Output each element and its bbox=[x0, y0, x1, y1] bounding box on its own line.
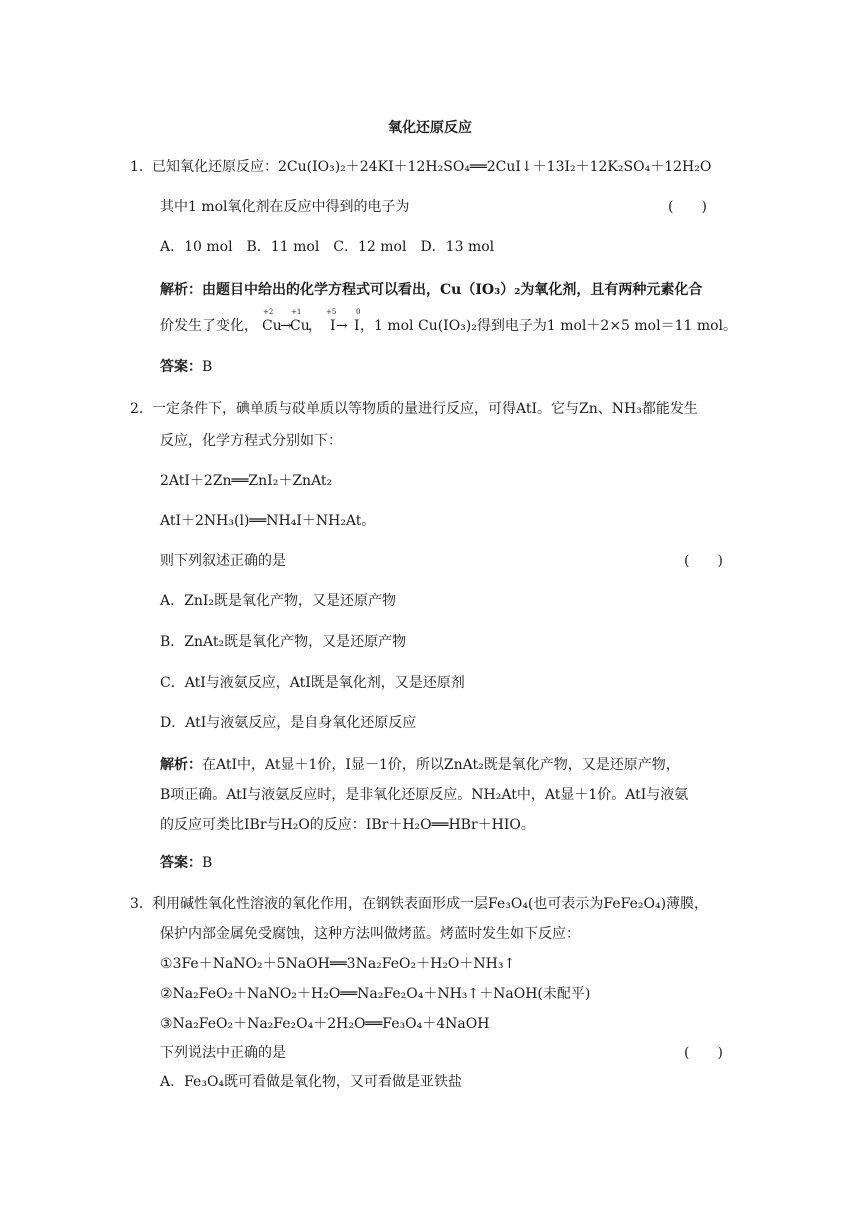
q2-answer bbox=[160, 853, 212, 873]
q1-arrow-2: → bbox=[336, 318, 348, 334]
page-title: 氧化还原反应 bbox=[388, 120, 472, 136]
q2-analysis-2: B项正确。AtI与液氨反应时，是非氧化还原反应。NH₂At中，At显＋1价。AtI与液氨 bbox=[160, 787, 689, 803]
q1-analysis-2a: 价发生了变化， bbox=[160, 318, 258, 334]
q3-reaction-2: ②Na₂FeO₂＋NaNO₂＋H₂O══Na₂Fe₂O₄＋NH₃↑＋NaOH(未配平) bbox=[160, 986, 591, 1002]
q1-answer-value: B bbox=[202, 359, 213, 375]
q1-ox-i-zero: 0 bbox=[356, 308, 361, 316]
q1-analysis-1 bbox=[160, 280, 702, 300]
q1-stem: 已知氧化还原反应：2Cu(IO₃)₂＋24KI＋12H₂SO₄══2CuI↓＋13I₂＋12K₂SO₄＋12H₂O bbox=[152, 159, 712, 175]
q1-ox-i-plus5: +5 bbox=[326, 308, 337, 316]
q3-answer-parens: ( ) bbox=[684, 1045, 723, 1061]
q3-reaction-3: ③Na₂FeO₂＋Na₂Fe₂O₄＋2H₂O══Fe₃O₄＋4NaOH bbox=[160, 1016, 490, 1032]
q1-arrow-1: → bbox=[280, 318, 292, 334]
q2-stem-1: 一定条件下，碘单质与砹单质以等物质的量进行反应，可得AtI。它与Zn、NH₃都能发生 bbox=[152, 401, 698, 417]
q2-equation-2: AtI＋2NH₃(l)══NH₄I＋NH₂At。 bbox=[160, 513, 376, 529]
q1-answer-parens: ( ) bbox=[668, 199, 707, 215]
q2-option-c: C．AtI与液氨反应，AtI既是氧化剂，又是还原剂 bbox=[160, 675, 465, 691]
q3-option-a: A．Fe₃O₄既可看做是氧化物，又可看做是亚铁盐 bbox=[160, 1074, 463, 1090]
q3-stem-3: 下列说法中正确的是 bbox=[160, 1045, 286, 1061]
q2-equation-1: 2AtI＋2Zn══ZnI₂＋ZnAt₂ bbox=[160, 473, 333, 489]
q2-answer-parens: ( ) bbox=[684, 553, 723, 569]
q1-stem-2: 其中1 mol氧化剂在反应中得到的电子为 bbox=[160, 199, 410, 215]
q2-option-d: D．AtI与液氨反应，是自身氧化还原反应 bbox=[160, 715, 417, 731]
q1-ox-cu-plus1: +1 bbox=[291, 308, 302, 316]
q1-options: A．10 mol B．11 mol C．12 mol D．13 mol bbox=[160, 239, 495, 255]
q1-analysis-text-1: 由题目中给出的化学方程式可以看出，Cu（IO₃）₂为氧化剂，且有两种元素化合 bbox=[202, 282, 703, 298]
q2-analysis-label: 解析： bbox=[160, 757, 202, 773]
q2-answer-value: B bbox=[202, 855, 213, 871]
q1-i-a: I bbox=[330, 318, 336, 334]
q2-analysis-3: 的反应可类比IBr与H₂O的反应：IBr＋H₂O══HBr＋HIO。 bbox=[160, 817, 535, 833]
q3-number: 3． bbox=[130, 896, 153, 912]
q3-stem-2: 保护内部金属免受腐蚀，这种方法叫做烤蓝。烤蓝时发生如下反应： bbox=[160, 926, 580, 942]
q1-sep: ， bbox=[308, 318, 322, 334]
q3-stem-1: 利用碱性氧化性溶液的氧化作用，在钢铁表面形成一层Fe₃O₄(也可表示为FeFe₂O₄)薄膜， bbox=[152, 896, 709, 912]
q1-analysis-label: 解析： bbox=[160, 282, 202, 298]
q2-analysis-text-1: 在AtI中，At显＋1价，I显－1价，所以ZnAt₂既是氧化产物，又是还原产物， bbox=[202, 757, 680, 773]
q3-reaction-1: ①3Fe＋NaNO₂＋5NaOH══3Na₂FeO₂＋H₂O＋NH₃↑ bbox=[160, 956, 516, 972]
q1-cu-b: Cu bbox=[290, 318, 310, 334]
q1-ox-cu-plus2: +2 bbox=[263, 308, 274, 316]
q2-number: 2． bbox=[130, 401, 153, 417]
q1-analysis-2b: ，1 mol Cu(IO₃)₂得到电子为1 mol＋2×5 mol＝11 mol。 bbox=[360, 318, 738, 334]
q2-stem-2: 反应，化学方程式分别如下： bbox=[160, 433, 342, 449]
q1-answer bbox=[160, 357, 212, 377]
q1-cu-a: Cu bbox=[262, 318, 282, 334]
q2-option-a: A．ZnI₂既是氧化产物，又是还原产物 bbox=[160, 593, 396, 609]
q1-i-b: I bbox=[354, 318, 360, 334]
q1-number: 1． bbox=[130, 159, 153, 175]
q2-answer-label: 答案： bbox=[160, 855, 202, 871]
q2-option-b: B．ZnAt₂既是氧化产物，又是还原产物 bbox=[160, 634, 407, 650]
q2-stem-3: 则下列叙述正确的是 bbox=[160, 553, 286, 569]
q1-answer-label: 答案： bbox=[160, 359, 202, 375]
q2-analysis-1 bbox=[160, 755, 680, 775]
